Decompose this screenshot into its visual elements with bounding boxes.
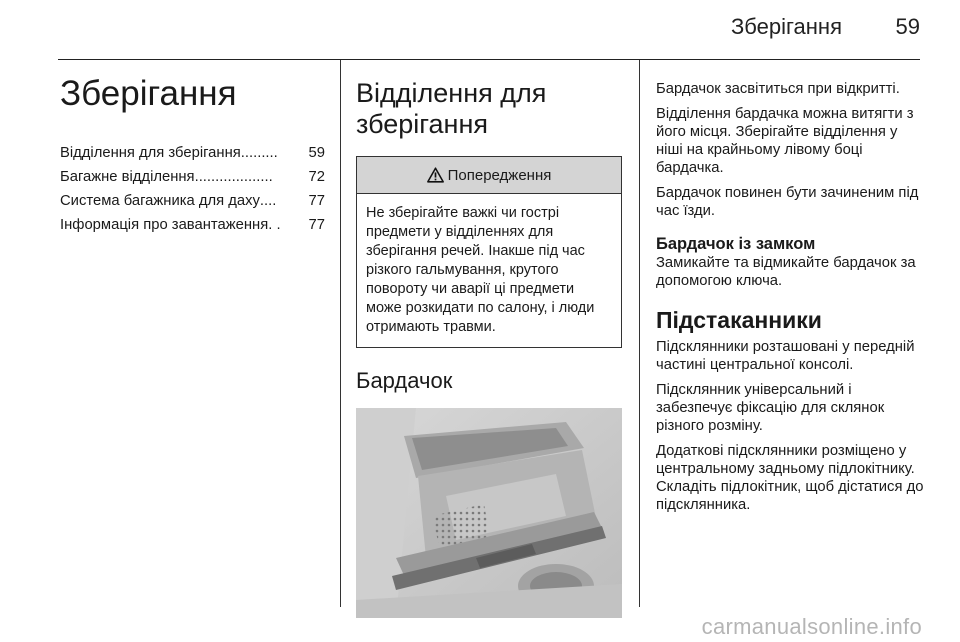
section-title-line: зберігання xyxy=(356,109,488,139)
warning-triangle-icon xyxy=(427,167,444,183)
column-divider-1 xyxy=(340,60,341,607)
paragraph: Підсклянники розташовані у передній частині центральної консолі. xyxy=(656,339,915,373)
glovebox-photo xyxy=(356,408,622,618)
paragraph: Додаткові підсклянники розміщено у центральному задньому підлокітнику. Складіть підлокітник, щоб дістатися до підсклянника. xyxy=(656,443,924,513)
warning-text: Не зберігайте важкі чи гострі предмети у відділеннях для зберігання речей. Інакше під час різкого гальмування, крутого повороту чи аварії ці предмети може розкидати по салону, і люди отримають травми. xyxy=(366,205,595,335)
toc-leader: .... xyxy=(259,193,277,209)
toc-entry[interactable] xyxy=(60,165,325,189)
toc-entry[interactable] xyxy=(60,213,325,237)
toc-leader: ................... xyxy=(194,169,273,185)
header-rule xyxy=(58,59,920,60)
paragraph: Бардачок засвітиться при відкритті. xyxy=(656,81,900,97)
toc-entry-label: Інформація про завантаження xyxy=(60,217,269,233)
heading-locking-glovebox: Бардачок із замком xyxy=(656,235,816,253)
column-3 xyxy=(656,80,924,521)
toc-entry-label: Відділення для зберігання xyxy=(60,145,241,161)
page-header xyxy=(0,0,960,60)
toc-entry-page: 77 xyxy=(308,217,325,233)
section-title-line: Відділення для xyxy=(356,78,547,108)
table-of-contents xyxy=(60,141,325,237)
toc-entry-page: 72 xyxy=(308,169,325,185)
warning-header xyxy=(357,157,621,194)
toc-leader: . . xyxy=(268,217,281,233)
toc-entry[interactable] xyxy=(60,189,325,213)
page-number: 59 xyxy=(895,14,920,39)
running-title: Зберігання xyxy=(731,14,842,39)
subsection-title: Бардачок xyxy=(356,368,453,393)
paragraph: Бардачок повинен бути зачиненим під час їзди. xyxy=(656,185,919,219)
warning-box xyxy=(356,156,622,348)
column-divider-2 xyxy=(639,60,640,607)
paragraph: Відділення бардачка можна витягти з його місця. Зберігайте відділення у ніші на крайньому лівому боці бардачка. xyxy=(656,106,914,176)
section-title xyxy=(356,78,622,140)
toc-entry-page: 59 xyxy=(308,145,325,161)
toc-entry[interactable] xyxy=(60,141,325,165)
column-2 xyxy=(356,78,622,618)
toc-leader: ......... xyxy=(240,145,278,161)
paragraph: Замикайте та відмикайте бардачок за допомогою ключа. xyxy=(656,255,916,289)
chapter-title: Зберігання xyxy=(60,74,237,113)
paragraph: Підсклянник універсальний і забезпечує фіксацію для склянок різного розміну. xyxy=(656,382,885,434)
toc-entry-label: Система багажника для даху xyxy=(60,193,260,209)
column-1 xyxy=(60,74,325,237)
watermark: carmanualsonline.info xyxy=(701,614,922,639)
heading-cupholders: Підстаканники xyxy=(656,307,822,333)
toc-entry-page: 77 xyxy=(308,193,325,209)
toc-entry-label: Багажне відділення xyxy=(60,169,195,185)
warning-title: Попередження xyxy=(447,166,552,184)
